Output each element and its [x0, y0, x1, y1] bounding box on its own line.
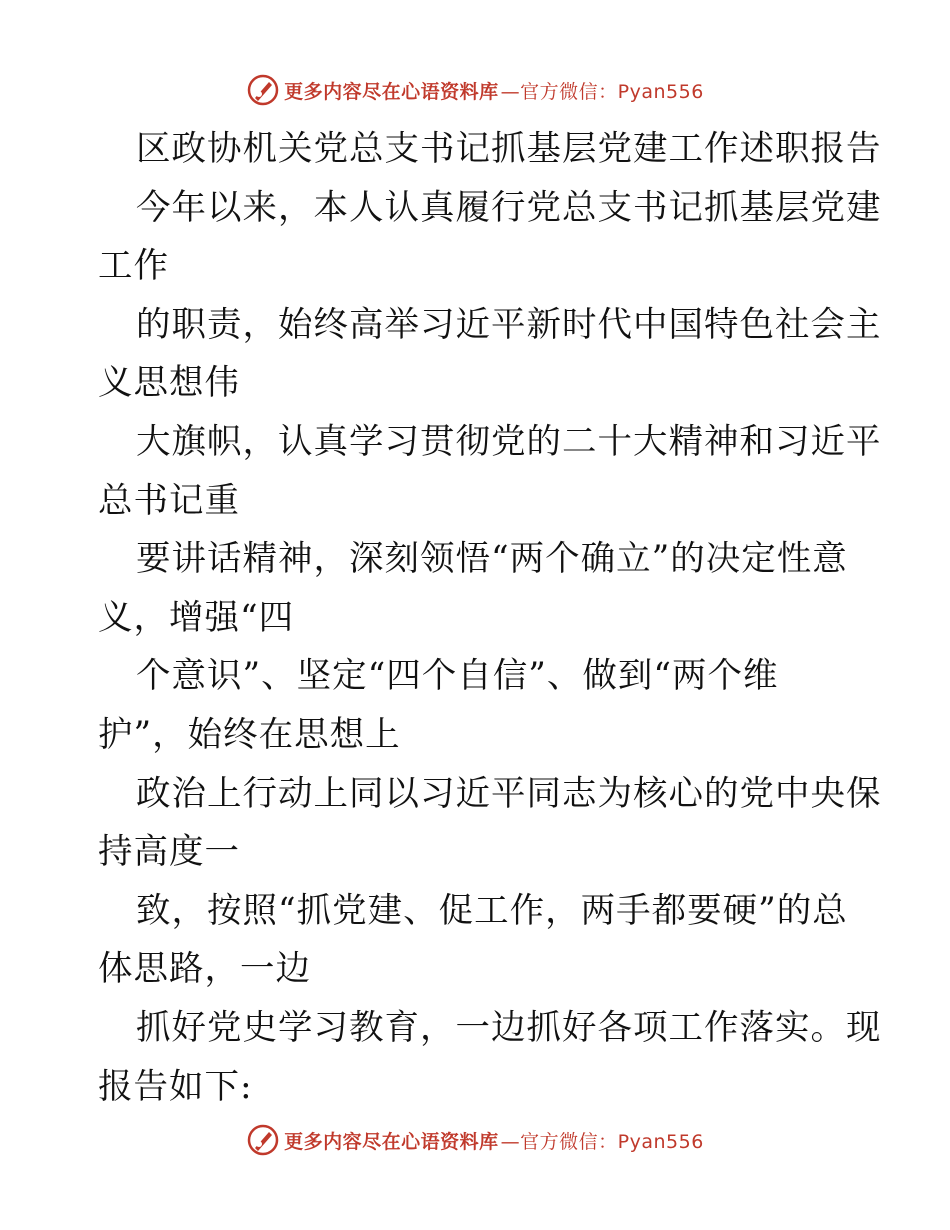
header-banner: [0, 70, 950, 110]
document-line: 抓好党史学习教育，一边抓好各项工作落实。现: [136, 1007, 882, 1048]
banner-left-text: 更多内容尽在心语资料库: [284, 80, 499, 103]
document-line: 致，按照“抓党建、促工作，两手都要硬”的总: [136, 890, 848, 931]
document-line: 总书记重: [98, 480, 240, 521]
banner-left-text: 更多内容尽在心语资料库: [284, 1130, 499, 1153]
pen-nib-logo-icon: [246, 73, 280, 107]
document-line: 要讲话精神，深刻领悟“两个确立”的决定性意: [136, 539, 848, 580]
document-line: 义思想伟: [98, 363, 240, 404]
document-line: 今年以来，本人认真履行党总支书记抓基层党建: [136, 187, 882, 228]
document-line: 体思路，一边: [98, 949, 311, 990]
document-body: [98, 120, 882, 1116]
document-line: 义，增强“四: [98, 597, 295, 638]
document-line: 持高度一: [98, 832, 240, 873]
document-line: 大旗帜，认真学习贯彻党的二十大精神和习近平: [136, 421, 882, 462]
pen-nib-logo-icon: [246, 1123, 280, 1157]
footer-banner: [0, 1120, 950, 1160]
document-line: 报告如下:: [98, 1066, 253, 1107]
document-line: 个意识”、坚定“四个自信”、做到“两个维: [136, 656, 779, 697]
document-line: 的职责，始终高举习近平新时代中国特色社会主: [136, 304, 882, 345]
banner-right-text: —官方微信：Pyan556: [500, 1130, 704, 1153]
document-line: 工作: [98, 246, 169, 287]
banner-right-text: —官方微信：Pyan556: [500, 80, 704, 103]
document-line: 护”，始终在思想上: [98, 714, 401, 755]
document-line: 政治上行动上同以习近平同志为核心的党中央保: [136, 773, 882, 814]
document-line: 区政协机关党总支书记抓基层党建工作述职报告: [136, 129, 882, 169]
